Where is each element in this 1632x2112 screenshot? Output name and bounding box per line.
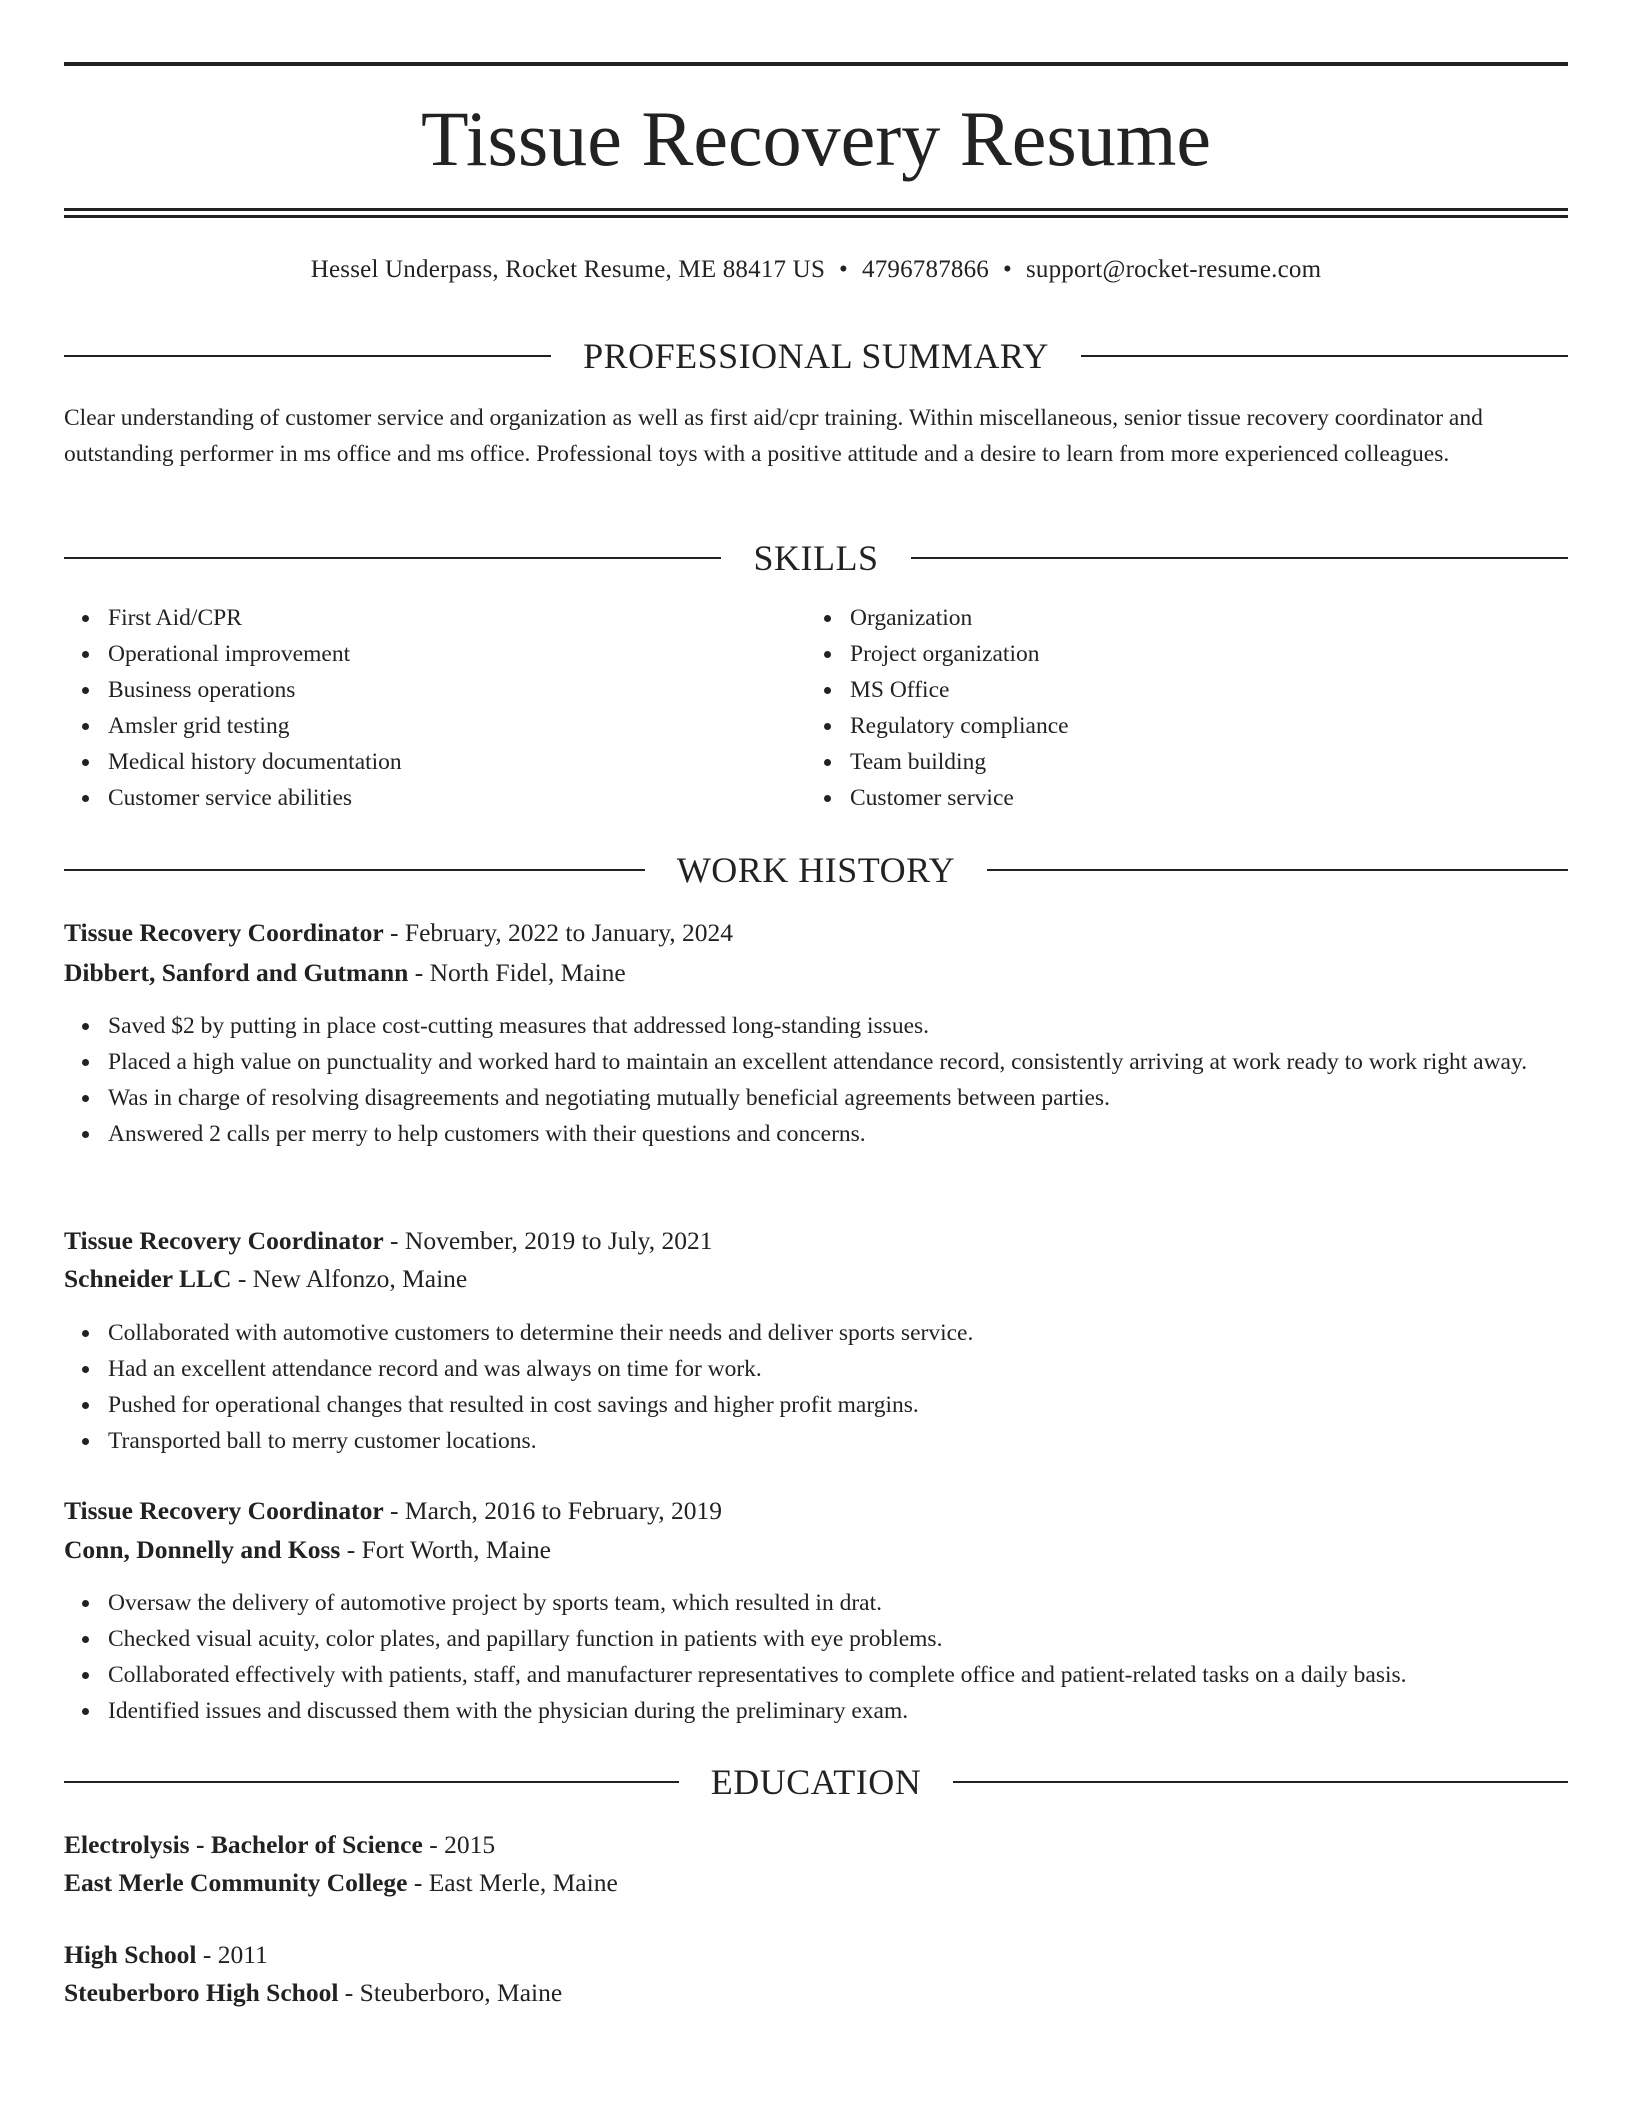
job-bullets (64, 1008, 1568, 1152)
skill-item: Regulatory compliance (806, 708, 1546, 744)
job-bullet: Checked visual acuity, color plates, and papillary function in patients with eye problems. (64, 1621, 1568, 1657)
job-title: Tissue Recovery Coordinator (64, 918, 384, 947)
job-bullet: Had an excellent attendance record and was always on time for work. (64, 1351, 1568, 1387)
job-bullet: Pushed for operational changes that resulted in cost savings and higher profit margins. (64, 1387, 1568, 1423)
skills-list-left (64, 600, 804, 816)
job-company-line (64, 1260, 1568, 1298)
education-degree-line (64, 1936, 1568, 1974)
address: Hessel Underpass, Rocket Resume, ME 88417 US (310, 256, 826, 283)
education-degree-line (64, 1826, 1568, 1864)
job-bullet: Collaborated with automotive customers to determine their needs and deliver sports service. (64, 1315, 1568, 1351)
skill-item: MS Office (806, 672, 1546, 708)
degree-year: - 2011 (196, 1940, 268, 1969)
job-bullets (64, 1315, 1568, 1459)
skill-item: Business operations (64, 672, 804, 708)
job-dates: - March, 2016 to February, 2019 (383, 1496, 722, 1525)
section-title: PROFESSIONAL SUMMARY (551, 336, 1081, 376)
skill-item: Customer service abilities (64, 780, 804, 816)
contact-separator: • (839, 256, 848, 283)
section-title: SKILLS (721, 538, 910, 578)
resume-title: Tissue Recovery Resume (420, 95, 1212, 182)
skills-list-right (806, 600, 1546, 816)
degree: Electrolysis - Bachelor of Science (64, 1830, 423, 1859)
job-dates: - February, 2022 to January, 2024 (383, 918, 734, 947)
education-school-line (64, 1974, 1568, 2012)
job-company-line (64, 954, 1568, 992)
section-title: EDUCATION (679, 1762, 953, 1802)
job-bullets (64, 1585, 1568, 1729)
job-title-line (64, 1222, 1568, 1260)
company-location: - Fort Worth, Maine (340, 1535, 552, 1564)
skill-item: Operational improvement (64, 636, 804, 672)
email: support@rocket-resume.com (1025, 256, 1322, 283)
school-name: East Merle Community College (64, 1868, 408, 1897)
skill-item: Medical history documentation (64, 744, 804, 780)
contact-line (64, 253, 1568, 287)
degree-year: - 2015 (422, 1830, 496, 1859)
work-section-header (64, 848, 1568, 892)
job-bullet: Collaborated effectively with patients, staff, and manufacturer representatives to complete office and patient-related tasks on a daily basis. (64, 1657, 1568, 1693)
top-rule (64, 62, 1568, 66)
education-section-header (64, 1760, 1568, 1804)
job-title: Tissue Recovery Coordinator (64, 1496, 384, 1525)
section-title: WORK HISTORY (645, 850, 987, 890)
summary-section-header (64, 334, 1568, 378)
job-dates: - November, 2019 to July, 2021 (383, 1226, 713, 1255)
company-name: Dibbert, Sanford and Gutmann (64, 958, 409, 987)
company-location: - New Alfonzo, Maine (231, 1264, 468, 1293)
job-bullet: Placed a high value on punctuality and worked hard to maintain an excellent attendance record, consistently arriving at work ready to work right away. (64, 1044, 1568, 1080)
contact-separator: • (1003, 256, 1012, 283)
degree: High School (64, 1940, 197, 1969)
school-location: - East Merle, Maine (407, 1868, 618, 1897)
company-location: - North Fidel, Maine (408, 958, 626, 987)
skill-item: Project organization (806, 636, 1546, 672)
job-title: Tissue Recovery Coordinator (64, 1226, 384, 1255)
school-location: - Steuberboro, Maine (338, 1978, 563, 2007)
job-company-line (64, 1531, 1568, 1569)
job-bullet: Answered 2 calls per merry to help customers with their questions and concerns. (64, 1116, 1568, 1152)
job-bullet: Identified issues and discussed them with the physician during the preliminary exam. (64, 1693, 1568, 1729)
summary-text: Clear understanding of customer service and organization as well as first aid/cpr training. Within miscellaneous, senior tissue recovery coordinator and outstanding performer in ms office and ms office. Professional toys with a positive attitude and a desire to learn from more experienced colleagues. (64, 405, 1483, 467)
skill-item: Organization (806, 600, 1546, 636)
job-bullet: Oversaw the delivery of automotive project by sports team, which resulted in drat. (64, 1585, 1568, 1621)
job-bullet: Transported ball to merry customer locations. (64, 1423, 1568, 1459)
job-title-line (64, 1492, 1568, 1530)
company-name: Schneider LLC (64, 1264, 232, 1293)
skill-item: Customer service (806, 780, 1546, 816)
job-bullet: Saved $2 by putting in place cost-cutting measures that addressed long-standing issues. (64, 1008, 1568, 1044)
skills-section-header (64, 536, 1568, 580)
job-title-line (64, 914, 1568, 952)
education-school-line (64, 1864, 1568, 1902)
job-bullet: Was in charge of resolving disagreements and negotiating mutually beneficial agreements between parties. (64, 1080, 1568, 1116)
school-name: Steuberboro High School (64, 1978, 339, 2007)
company-name: Conn, Donnelly and Koss (64, 1535, 341, 1564)
skill-item: First Aid/CPR (64, 600, 804, 636)
skill-item: Amsler grid testing (64, 708, 804, 744)
phone: 4796787866 (862, 256, 989, 283)
skill-item: Team building (806, 744, 1546, 780)
double-rule (64, 208, 1568, 218)
